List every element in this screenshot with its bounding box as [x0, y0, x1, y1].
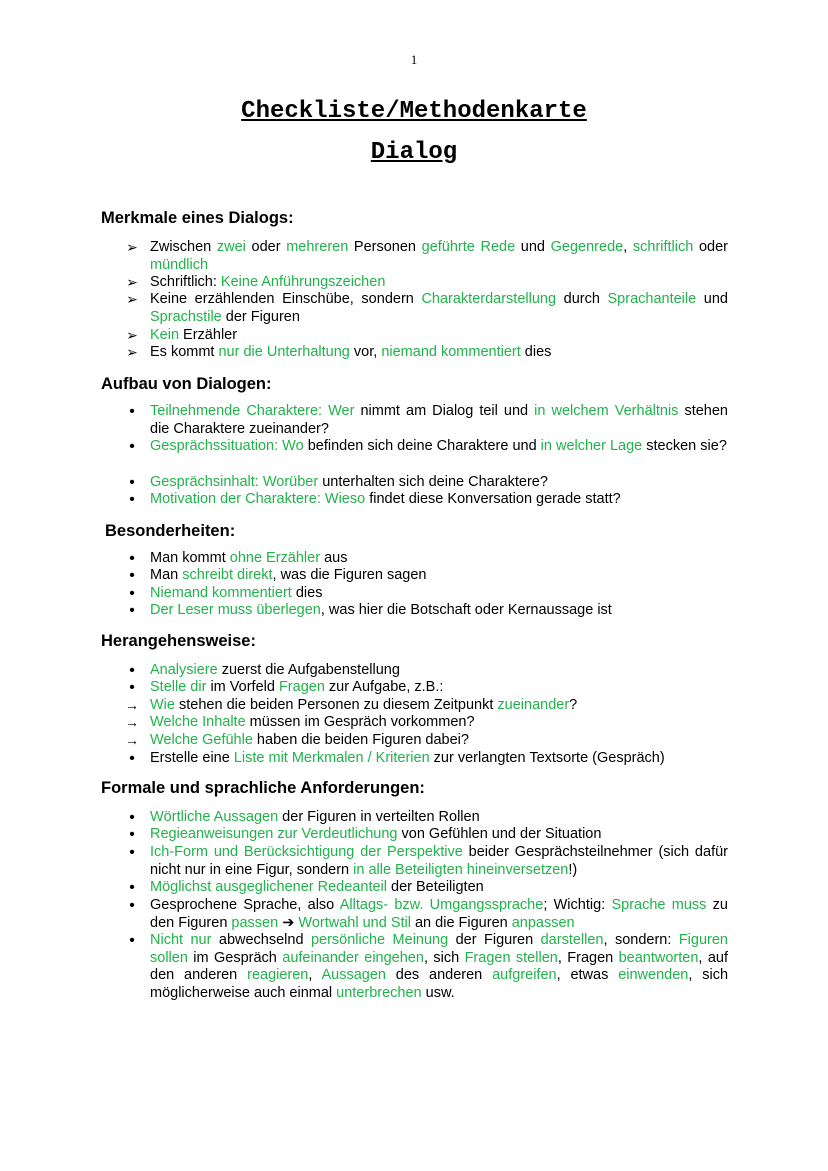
arrow-bullet-icon: →: [125, 732, 139, 748]
text-segment: zu den Figuren: [150, 897, 728, 931]
dot-bullet-icon: •: [129, 491, 135, 508]
text-segment: oder: [693, 239, 728, 255]
list-item: [126, 327, 728, 345]
dot-bullet-icon: •: [129, 438, 135, 455]
highlighted-text: zwei: [216, 239, 246, 255]
text-segment: Es kommt: [150, 344, 219, 360]
list-item: [129, 809, 728, 827]
highlighted-text: in alle Beteiligten hineinversetzen: [353, 861, 569, 878]
highlighted-text: Gesprächsinhalt: Worüber: [150, 474, 319, 490]
list-item: [129, 750, 728, 768]
highlighted-text: Sprache muss: [611, 897, 707, 913]
text-segment: ,: [623, 239, 633, 255]
highlighted-text: mehreren: [286, 239, 349, 255]
dot-bullet-icon: •: [129, 844, 135, 861]
list-item: [125, 697, 728, 715]
text-segment: der Figuren in verteilten Rollen: [278, 809, 480, 825]
list-item: [129, 879, 728, 897]
text-segment: , sich: [423, 949, 465, 966]
highlighted-text: Fragen stellen: [464, 949, 558, 966]
arrowhead-bullet-icon: ➢: [126, 291, 138, 307]
highlighted-text: darstellen: [540, 932, 604, 948]
text-segment: im Vorfeld: [206, 679, 279, 695]
highlighted-text: Möglichst ausgeglichener Redeanteil: [150, 879, 387, 895]
text-segment: ,: [308, 967, 322, 983]
list-item: [129, 662, 728, 680]
text-segment: zuerst die Aufgabenstellung: [217, 662, 400, 678]
highlighted-text: Regieanweisungen zur Verdeutlichung: [150, 826, 398, 842]
dot-bullet-icon: •: [129, 585, 135, 602]
text-segment: zur Aufgabe, z.B.:: [324, 679, 444, 695]
highlighted-text: Stelle dir: [150, 679, 207, 695]
list-item: [126, 274, 728, 292]
list-item: [129, 403, 728, 438]
highlighted-text: Gegenrede: [550, 239, 624, 255]
highlighted-text: persönliche Meinung: [310, 932, 449, 948]
text-segment: , was die Figuren sagen: [272, 567, 427, 583]
text-segment: aus: [320, 550, 348, 566]
text-segment: und: [696, 291, 728, 307]
section-heading-aufbau: Aufbau von Dialogen:: [101, 375, 272, 393]
text-segment: stehen die Charaktere zueinander?: [150, 403, 728, 437]
list-item: [125, 732, 728, 750]
text-segment: , sich möglicherweise auch einmal: [150, 967, 729, 1001]
section-heading-merkmale: Merkmale eines Dialogs:: [101, 209, 294, 227]
dot-bullet-icon: •: [129, 879, 135, 896]
text-segment: ➔: [278, 914, 299, 931]
dot-bullet-icon: •: [129, 932, 135, 949]
text-segment: ?: [569, 697, 578, 713]
highlighted-text: Kein: [150, 327, 180, 343]
text-segment: der Figuren: [448, 932, 541, 948]
dot-bullet-icon: •: [129, 662, 135, 679]
text-segment: müssen im Gespräch vorkommen?: [245, 714, 475, 730]
highlighted-text: mündlich: [150, 256, 209, 273]
highlighted-text: Wortwahl und Stil: [298, 914, 411, 931]
highlighted-text: in welcher Lage: [540, 438, 643, 454]
highlighted-text: Nicht nur: [150, 932, 212, 948]
text-segment: an die Figuren: [410, 914, 512, 931]
highlighted-text: niemand kommentiert: [381, 344, 521, 360]
highlighted-text: Teilnehmende Charaktere: Wer: [150, 403, 355, 419]
page-number: 1: [410, 52, 418, 67]
dot-bullet-icon: •: [129, 826, 135, 843]
list-item: [129, 932, 729, 1002]
highlighted-text: Wörtliche Aussagen: [150, 809, 279, 825]
highlighted-text: Ich-Form und Berücksichtigung der Perspektive: [150, 844, 463, 860]
dot-bullet-icon: •: [129, 809, 135, 826]
highlighted-text: Analysiere: [150, 662, 218, 678]
text-segment: , was hier die Botschaft oder Kernaussage ist: [320, 602, 612, 618]
highlighted-text: Der Leser muss überlegen: [150, 602, 321, 618]
text-segment: beider Gesprächsteilnehmer (sich dafür nicht nur in eine Figur, sondern: [150, 844, 728, 878]
arrow-bullet-icon: →: [125, 714, 139, 730]
list-item: [129, 844, 728, 879]
text-segment: dies: [291, 585, 323, 601]
text-segment: im Gespräch: [187, 949, 283, 966]
highlighted-text: unterbrechen: [336, 984, 422, 1001]
highlighted-text: Charakterdarstellung: [421, 291, 557, 307]
section-heading-besonderheiten: Besonderheiten:: [105, 522, 236, 540]
text-segment: vor,: [349, 344, 382, 360]
highlighted-text: aufeinander eingehen: [282, 949, 424, 966]
text-segment: und: [515, 239, 551, 255]
text-segment: Man kommt: [150, 550, 230, 566]
dot-bullet-icon: •: [129, 750, 135, 767]
list-item: [129, 550, 728, 568]
dot-bullet-icon: •: [129, 897, 135, 914]
highlighted-text: aufgreifen: [492, 967, 557, 983]
text-segment: !): [568, 861, 578, 878]
text-segment: Gesprochene Sprache, also: [150, 897, 340, 913]
highlighted-text: in welchem Verhältnis: [534, 403, 679, 419]
list-item: [129, 567, 728, 585]
list-item: [126, 344, 728, 362]
highlighted-text: Aussagen: [321, 967, 386, 983]
highlighted-text: schriftlich: [632, 239, 694, 255]
highlighted-text: nur die Unterhaltung: [218, 344, 350, 360]
list-item: [129, 438, 728, 456]
highlighted-text: einwenden: [618, 967, 689, 983]
highlighted-text: Sprachanteile: [607, 291, 697, 307]
highlighted-text: ohne Erzähler: [229, 550, 321, 566]
highlighted-text: Gesprächssituation: Wo: [150, 438, 304, 454]
dot-bullet-icon: •: [129, 679, 135, 696]
highlighted-text: Alltags- bzw. Umgangssprache: [339, 897, 544, 913]
list-item: [129, 491, 728, 509]
text-segment: Man: [150, 567, 183, 583]
section-heading-herangehensweise: Herangehensweise:: [101, 632, 256, 650]
list-item: [129, 585, 728, 603]
highlighted-text: schreibt direkt: [182, 567, 273, 583]
arrowhead-bullet-icon: ➢: [126, 327, 138, 343]
section-heading-anforderungen: Formale und sprachliche Anforderungen:: [101, 779, 425, 797]
text-segment: , auf den anderen: [150, 949, 729, 983]
highlighted-text: geführte Rede: [421, 239, 516, 255]
highlighted-text: Fragen: [278, 679, 325, 695]
dot-bullet-icon: •: [129, 602, 135, 619]
dot-bullet-icon: •: [129, 550, 135, 567]
text-segment: nimmt am Dialog teil und: [354, 403, 535, 419]
text-segment: durch: [556, 291, 608, 307]
dot-bullet-icon: •: [129, 567, 135, 584]
highlighted-text: passen: [231, 914, 279, 931]
text-segment: Erzähler: [179, 327, 238, 343]
arrowhead-bullet-icon: ➢: [126, 274, 138, 290]
highlighted-text: Wie: [150, 697, 175, 713]
text-segment: der Figuren: [221, 308, 300, 325]
text-segment: findet diese Konversation gerade statt?: [365, 491, 621, 507]
highlighted-text: zueinander: [497, 697, 570, 713]
list-item: [129, 679, 728, 697]
text-segment: Personen: [348, 239, 422, 255]
arrow-bullet-icon: →: [125, 697, 139, 713]
text-segment: , etwas: [556, 967, 619, 983]
text-segment: usw.: [421, 984, 455, 1001]
text-segment: des anderen: [385, 967, 493, 983]
highlighted-text: beantworten: [618, 949, 699, 966]
text-segment: von Gefühlen und der Situation: [397, 826, 602, 842]
highlighted-text: Niemand kommentiert: [150, 585, 292, 601]
title-line-2: Dialog: [370, 139, 458, 166]
highlighted-text: Keine Anführungszeichen: [220, 274, 386, 290]
dot-bullet-icon: •: [129, 403, 135, 420]
text-segment: abwechselnd: [211, 932, 311, 948]
dot-bullet-icon: •: [129, 474, 135, 491]
title-line-1: Checkliste/Methodenkarte: [241, 98, 587, 125]
highlighted-text: anpassen: [511, 914, 575, 931]
text-segment: , Fragen: [557, 949, 619, 966]
text-segment: Zwischen: [150, 239, 217, 255]
text-segment: Keine erzählenden Einschübe, sondern: [150, 291, 422, 307]
highlighted-text: Figuren sollen: [150, 932, 728, 966]
text-segment: dies: [520, 344, 552, 360]
text-segment: zur verlangten Textsorte (Gespräch): [429, 750, 665, 766]
list-item: [126, 239, 728, 274]
highlighted-text: Motivation der Charaktere: Wieso: [150, 491, 366, 507]
text-segment: oder: [245, 239, 287, 255]
text-segment: befinden sich deine Charaktere und: [303, 438, 541, 454]
list-item: [126, 291, 728, 326]
highlighted-text: reagieren: [247, 967, 309, 983]
highlighted-text: Sprachstile: [150, 308, 222, 325]
text-segment: ; Wichtig:: [543, 897, 612, 913]
list-item: [129, 826, 728, 844]
text-segment: haben die beiden Figuren dabei?: [252, 732, 469, 748]
text-segment: , sondern:: [603, 932, 679, 948]
highlighted-text: Liste mit Merkmalen / Kriterien: [233, 750, 430, 766]
text-segment: Erstelle eine: [150, 750, 234, 766]
highlighted-text: Welche Gefühle: [150, 732, 253, 748]
text-segment: der Beteiligten: [386, 879, 484, 895]
highlighted-text: Welche Inhalte: [150, 714, 246, 730]
arrowhead-bullet-icon: ➢: [126, 239, 138, 255]
text-segment: stecken sie?: [642, 438, 727, 454]
list-item: [125, 714, 728, 732]
arrowhead-bullet-icon: ➢: [126, 344, 138, 360]
list-item: [129, 602, 728, 620]
text-segment: unterhalten sich deine Charaktere?: [318, 474, 548, 490]
text-segment: stehen die beiden Personen zu diesem Zeitpunkt: [174, 697, 498, 713]
list-item: [129, 474, 728, 492]
text-segment: Schriftlich:: [150, 274, 221, 290]
list-item: [129, 897, 728, 932]
